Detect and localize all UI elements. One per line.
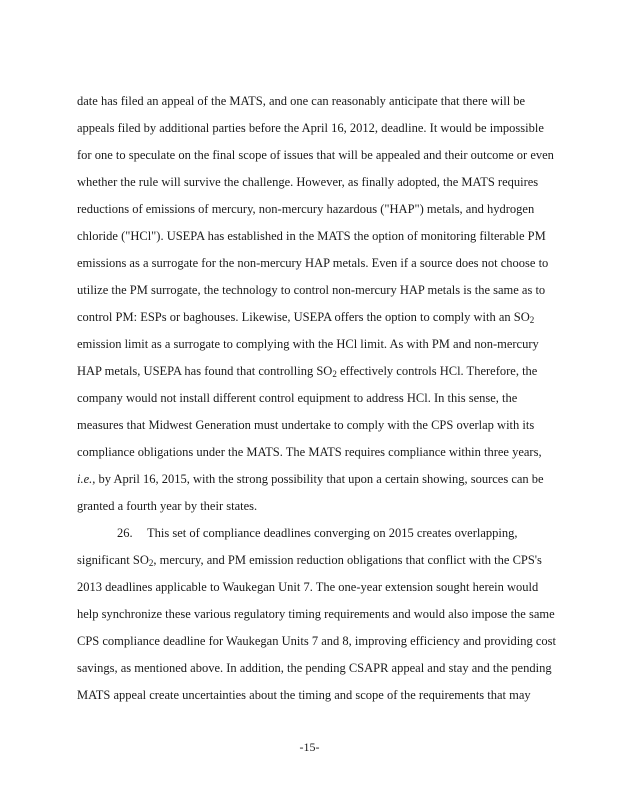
text-line: help synchronize these various regulatory timing requirements and would also impose the same xyxy=(77,607,555,621)
text-line: CPS compliance deadline for Waukegan Units 7 and 8, improving efficiency and providing cost xyxy=(77,634,556,648)
text-line: emission limit as a surrogate to complying with the HCl limit. As with PM and non-mercury xyxy=(77,337,539,351)
text-line: 2013 deadlines applicable to Waukegan Unit 7. The one-year extension sought herein would xyxy=(77,580,539,594)
text-line xyxy=(77,526,547,540)
text-line: emissions as a surrogate for the non-mercury HAP metals. Even if a source does not choose to xyxy=(77,256,549,270)
subscript: 2 xyxy=(148,558,154,568)
text-line: for one to speculate on the final scope of issues that will be appealed and their outcome or even xyxy=(77,148,554,162)
page-number: -15- xyxy=(299,740,320,754)
text-line: savings, as mentioned above. In addition, the pending CSAPR appeal and stay and the pending xyxy=(77,661,552,675)
text-line xyxy=(77,364,547,378)
text-line: compliance obligations under the MATS. The MATS requires compliance within three years, xyxy=(77,445,542,459)
text-line xyxy=(77,310,547,324)
line-text: HAP metals, USEPA has found that controlling SO xyxy=(77,364,333,378)
text-line: date has filed an appeal of the MATS, and one can reasonably anticipate that there will be xyxy=(77,94,526,108)
text-line: MATS appeal create uncertainties about the timing and scope of the requirements that may xyxy=(77,688,531,702)
line-text: significant SO xyxy=(77,553,149,567)
text-line: whether the rule will survive the challenge. However, as finally adopted, the MATS requires xyxy=(77,175,539,189)
text-line: utilize the PM surrogate, the technology to control non-mercury HAP metals is the same as to xyxy=(77,283,546,297)
paragraph-number: 26. xyxy=(117,526,133,540)
text-line: company would not install different control equipment to address HCl. In this sense, the xyxy=(77,391,518,405)
text-line: reductions of emissions of mercury, non-mercury hazardous ("HAP") metals, and hydrogen xyxy=(77,202,535,216)
subscript: 2 xyxy=(529,315,535,325)
subscript: 2 xyxy=(332,369,337,379)
text-line: appeals filed by additional parties before the April 16, 2012, deadline. It would be impossible xyxy=(77,121,544,135)
line-text: control PM: ESPs or baghouses. Likewise, USEPA offers the option to comply with an SO xyxy=(77,310,530,324)
text-line xyxy=(77,472,547,486)
text-line: chloride ("HCl"). USEPA has established in the MATS the option of monitoring filterable PM xyxy=(77,229,546,243)
italic-text: i.e. xyxy=(77,472,93,486)
line-text: , by April 16, 2015, with the strong possibility that upon a certain showing, sources can be xyxy=(92,472,544,486)
line-text: , mercury, and PM emission reduction obligations that conflict with the CPS's xyxy=(153,553,542,567)
text-line xyxy=(77,553,547,567)
line-text: effectively controls HCl. Therefore, the xyxy=(336,364,538,378)
line-text: This set of compliance deadlines converging on 2015 creates overlapping, xyxy=(147,526,518,540)
text-line: granted a fourth year by their states. xyxy=(77,499,258,513)
text-line: measures that Midwest Generation must undertake to comply with the CPS overlap with its xyxy=(77,418,535,432)
